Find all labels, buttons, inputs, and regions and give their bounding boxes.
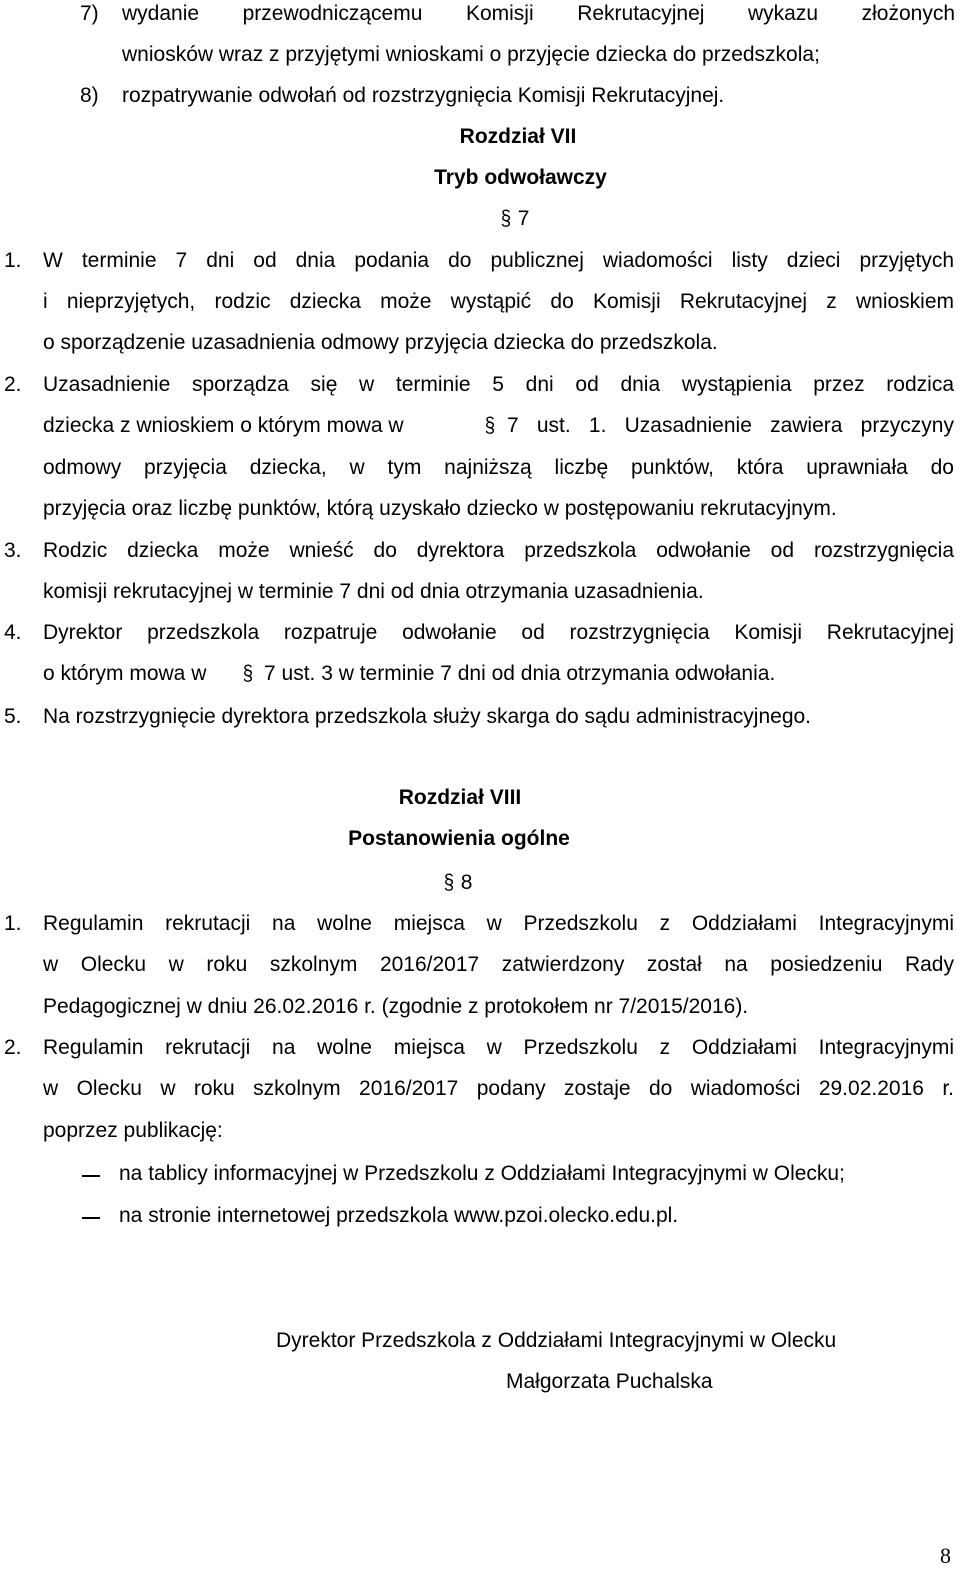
paragraph-line: Regulamin rekrutacji na wolne miejsca w Przedszkolu z Oddziałami Integracyjnymi xyxy=(43,912,954,935)
list-item-number: 8) xyxy=(80,84,99,107)
paragraph-line: o którym mowa w xyxy=(43,662,207,685)
paragraph-line: o sporządzenie uzasadnienia odmowy przyjęcia dziecka do przedszkola. xyxy=(43,331,718,354)
list-item: na tablicy informacyjnej w Przedszkolu z Oddziałami Integracyjnymi w Olecku; xyxy=(119,1162,845,1185)
paragraph-line: poprzez publikację: xyxy=(43,1119,223,1142)
section-number: 8 xyxy=(460,871,473,894)
paragraph-number: 5. xyxy=(4,705,22,728)
paragraph-line: Uzasadnienie sporządza się w terminie 5 dni od dnia wystąpienia przez rodzica xyxy=(43,373,954,396)
paragraph-line: Dyrektor przedszkola rozpatruje odwołanie od rozstrzygnięcia Komisji Rekrutacyjnej xyxy=(43,621,954,644)
paragraph-line: Regulamin rekrutacji na wolne miejsca w Przedszkolu z Oddziałami Integracyjnymi xyxy=(43,1036,954,1059)
paragraph-number: 3. xyxy=(4,539,22,562)
section-heading xyxy=(500,198,529,239)
paragraph-number: 4. xyxy=(4,621,22,644)
signature-name: Małgorzata Puchalska xyxy=(506,1370,713,1393)
list-item-number: 7) xyxy=(80,2,99,25)
section-number: 7 xyxy=(517,207,530,230)
paragraph-number: 2. xyxy=(4,373,22,396)
paragraph-line: przyjęcia oraz liczbę punktów, którą uzyskało dziecko w postępowaniu rekrutacyjnym. xyxy=(43,497,837,520)
chapter-title: Rozdział VII xyxy=(459,125,577,148)
dash-bullet-icon xyxy=(82,1175,100,1177)
list-item: na stronie internetowej przedszkola www.pzoi.olecko.edu.pl. xyxy=(119,1204,679,1227)
paragraph-line: w Olecku w roku szkolnym 2016/2017 podany zostaje do wiadomości 29.02.2016 r. xyxy=(43,1077,954,1100)
paragraph-line: W terminie 7 dni od dnia podania do publicznej wiadomości listy dzieci przyjętych xyxy=(43,249,954,272)
chapter-title: Rozdział VIII xyxy=(398,786,522,809)
list-item-text: wniosków wraz z przyjętymi wnioskami o przyjęcie dziecka do przedszkola; xyxy=(122,43,820,66)
paragraph-line: Pedagogicznej w dniu 26.02.2016 r. (zgodnie z protokołem nr 7/2015/2016). xyxy=(43,995,749,1018)
paragraph-number: 1. xyxy=(4,912,22,935)
section-heading xyxy=(443,862,472,903)
dash-bullet-icon xyxy=(82,1217,100,1219)
paragraph-line: Na rozstrzygnięcie dyrektora przedszkola służy skarga do sądu administracyjnego. xyxy=(43,705,812,728)
paragraph-line: i nieprzyjętych, rodzic dziecka może wystąpić do Komisji Rekrutacyjnej z wnioskiem xyxy=(43,290,954,313)
list-item-text: rozpatrywanie odwołań od rozstrzygnięcia Komisji Rekrutacyjnej. xyxy=(122,84,725,107)
paragraph-line: 7 ust. 1. Uzasadnienie zawiera przyczyny xyxy=(507,414,954,437)
paragraph-line: Rodzic dziecka może wnieść do dyrektora przedszkola odwołanie od rozstrzygnięcia xyxy=(43,539,954,562)
signature-role: Dyrektor Przedszkola z Oddziałami Integracyjnymi w Olecku xyxy=(276,1329,837,1352)
paragraph-line: w Olecku w roku szkolnym 2016/2017 zatwierdzony został na posiedzeniu Rady xyxy=(43,953,954,976)
paragraph-number: 2. xyxy=(4,1036,22,1059)
section-symbol: § xyxy=(443,871,455,894)
section-symbol: § xyxy=(484,414,496,437)
paragraph-line: 7 ust. 3 w terminie 7 dni od dnia otrzymania odwołania. xyxy=(264,662,776,685)
page-number: 8 xyxy=(940,1543,951,1568)
chapter-subtitle: Tryb odwoławczy xyxy=(434,166,607,189)
paragraph-line: komisji rekrutacyjnej w terminie 7 dni od dnia otrzymania uzasadnienia. xyxy=(43,580,704,603)
paragraph-line: dziecka z wnioskiem o którym mowa w xyxy=(43,414,404,437)
list-item-text: wydanie przewodniczącemu Komisji Rekrutacyjnej wykazu złożonych xyxy=(122,2,955,25)
paragraph-line: odmowy przyjęcia dziecka, w tym najniższą liczbę punktów, która uprawniała do xyxy=(43,456,954,479)
chapter-subtitle: Postanowienia ogólne xyxy=(348,827,570,850)
section-symbol: § xyxy=(242,662,254,685)
section-symbol: § xyxy=(500,207,512,230)
paragraph-number: 1. xyxy=(4,249,22,272)
